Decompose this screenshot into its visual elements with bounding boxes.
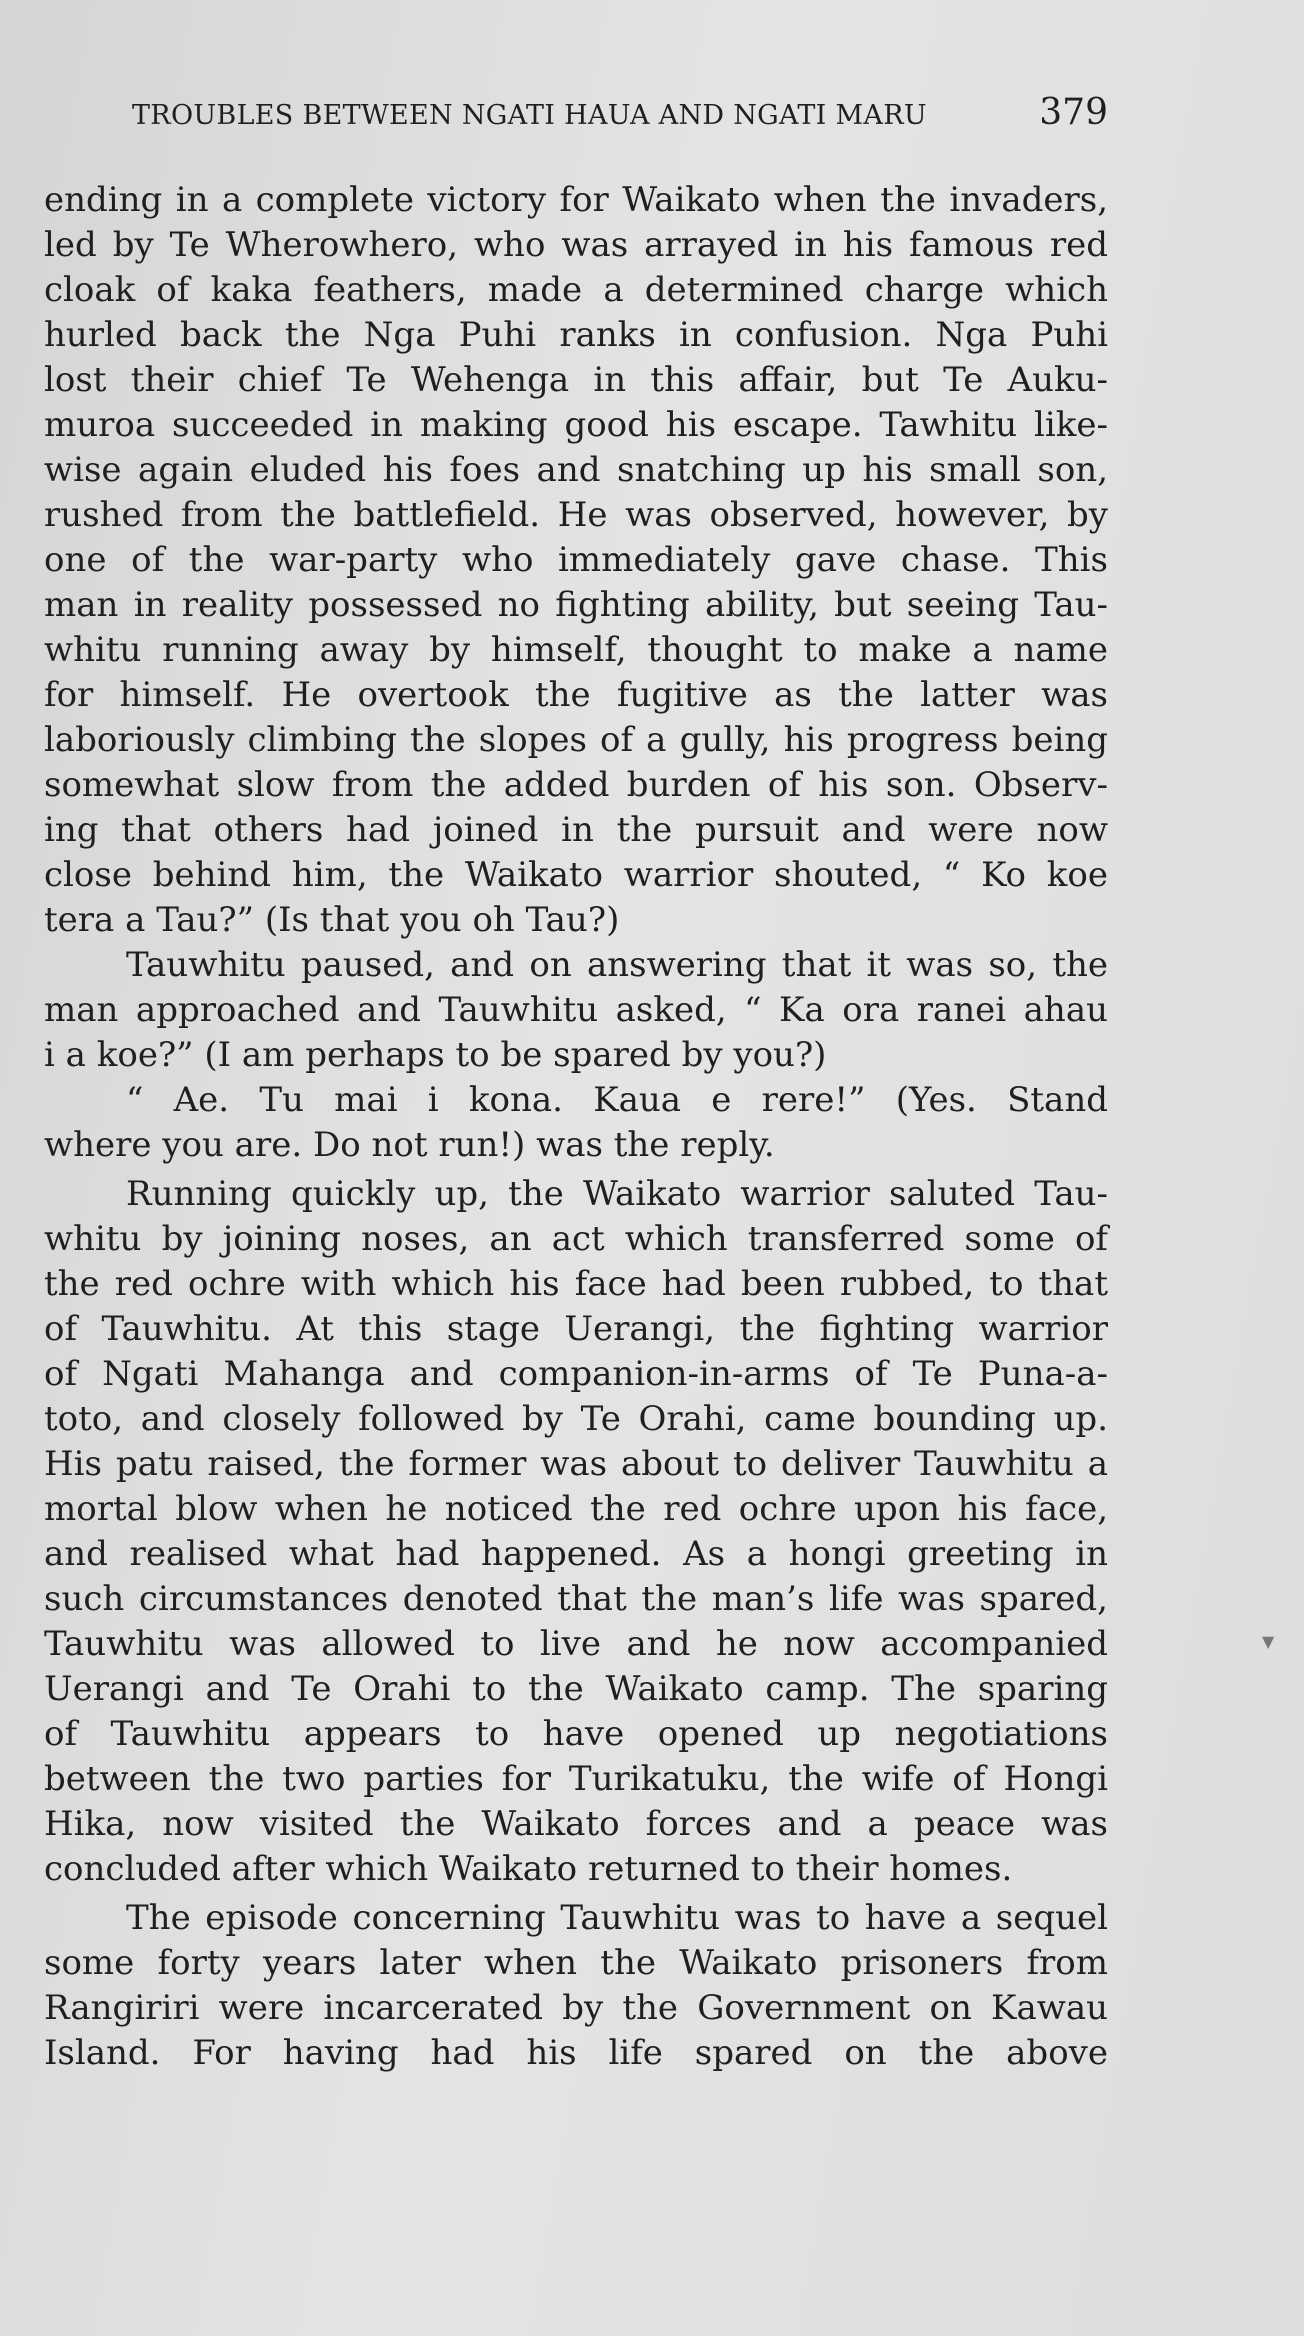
text-line: somewhat slow from the added burden of his son. Observ- [44, 765, 1108, 805]
text-line: wise again eluded his foes and snatching up his small son, [44, 450, 1108, 490]
paragraph [44, 1896, 1108, 2076]
text-line: lost their chief Te Wehenga in this affair, but Te Auku- [44, 360, 1108, 400]
text-line: Running quickly up, the Waikato warrior saluted Tau- [126, 1174, 1108, 1214]
text-line: the red ochre with which his face had been rubbed, to that [44, 1264, 1108, 1304]
text-line: whitu running away by himself, thought to make a name [44, 630, 1108, 670]
text-line: such circumstances denoted that the man’s life was spared, [44, 1579, 1108, 1619]
text-line: of Tauwhitu appears to have opened up negotiations [44, 1714, 1108, 1754]
text-line: i a koe?” (I am perhaps to be spared by you?) [44, 1035, 827, 1075]
text-line: “ Ae. Tu mai i kona. Kaua e rere!” (Yes. Stand [126, 1080, 1108, 1120]
text-line: tera a Tau?” (Is that you oh Tau?) [44, 900, 620, 940]
text-line: man in reality possessed no fighting ability, but seeing Tau- [44, 585, 1108, 625]
text-line: one of the war-party who immediately gave chase. This [44, 540, 1108, 580]
text-line: ing that others had joined in the pursuit and were now [44, 810, 1108, 850]
text-line: Tauwhitu was allowed to live and he now accompanied [44, 1624, 1108, 1664]
page-number: 379 [1039, 92, 1108, 133]
text-line: Rangiriri were incarcerated by the Government on Kawau [44, 1988, 1108, 2028]
text-line: of Ngati Mahanga and companion-in-arms of Te Puna-a- [44, 1354, 1108, 1394]
text-line: of Tauwhitu. At this stage Uerangi, the fighting warrior [44, 1309, 1108, 1349]
text-line: concluded after which Waikato returned to their homes. [44, 1849, 1013, 1889]
running-title: TROUBLES BETWEEN NGATI HAUA AND NGATI MARU [132, 100, 927, 131]
body-text [44, 178, 1108, 2076]
text-line: close behind him, the Waikato warrior shouted, “ Ko koe [44, 855, 1108, 895]
text-line: The episode concerning Tauwhitu was to have a sequel [126, 1898, 1108, 1938]
text-line: between the two parties for Turikatuku, the wife of Hongi [44, 1759, 1108, 1799]
paragraph [44, 1172, 1108, 1892]
text-line: led by Te Wherowhero, who was arrayed in his famous red [44, 225, 1108, 265]
text-line: Hika, now visited the Waikato forces and a peace was [44, 1804, 1108, 1844]
text-line: Island. For having had his life spared on the above [44, 2033, 1108, 2073]
text-line: laboriously climbing the slopes of a gully, his progress being [44, 720, 1108, 760]
text-line: where you are. Do not run!) was the reply. [44, 1125, 775, 1165]
text-line: cloak of kaka feathers, made a determined charge which [44, 270, 1108, 310]
text-line: Tauwhitu paused, and on answering that it was so, the [126, 945, 1108, 985]
text-line: rushed from the battlefield. He was observed, however, by [44, 495, 1108, 535]
text-line: muroa succeeded in making good his escape. Tawhitu like- [44, 405, 1108, 445]
text-line: some forty years later when the Waikato prisoners from [44, 1943, 1108, 1983]
paragraph [44, 178, 1108, 943]
text-line: Uerangi and Te Orahi to the Waikato camp. The sparing [44, 1669, 1108, 1709]
text-line: whitu by joining noses, an act which transferred some of [44, 1219, 1108, 1259]
page-header [132, 92, 1108, 133]
text-line: mortal blow when he noticed the red ochre upon his face, [44, 1489, 1108, 1529]
text-line: ending in a complete victory for Waikato when the invaders, [44, 180, 1108, 220]
text-line: man approached and Tauwhitu asked, “ Ka ora ranei ahau [44, 990, 1108, 1030]
text-line: toto, and closely followed by Te Orahi, came bounding up. [44, 1399, 1108, 1439]
text-line: His patu raised, the former was about to deliver Tauwhitu a [44, 1444, 1108, 1484]
paragraph [44, 1078, 1108, 1168]
text-line: hurled back the Nga Puhi ranks in confusion. Nga Puhi [44, 315, 1108, 355]
margin-mark: ▼ [1262, 1632, 1275, 1651]
text-line: for himself. He overtook the fugitive as the latter was [44, 675, 1108, 715]
paragraph [44, 943, 1108, 1078]
text-line: and realised what had happened. As a hongi greeting in [44, 1534, 1108, 1574]
